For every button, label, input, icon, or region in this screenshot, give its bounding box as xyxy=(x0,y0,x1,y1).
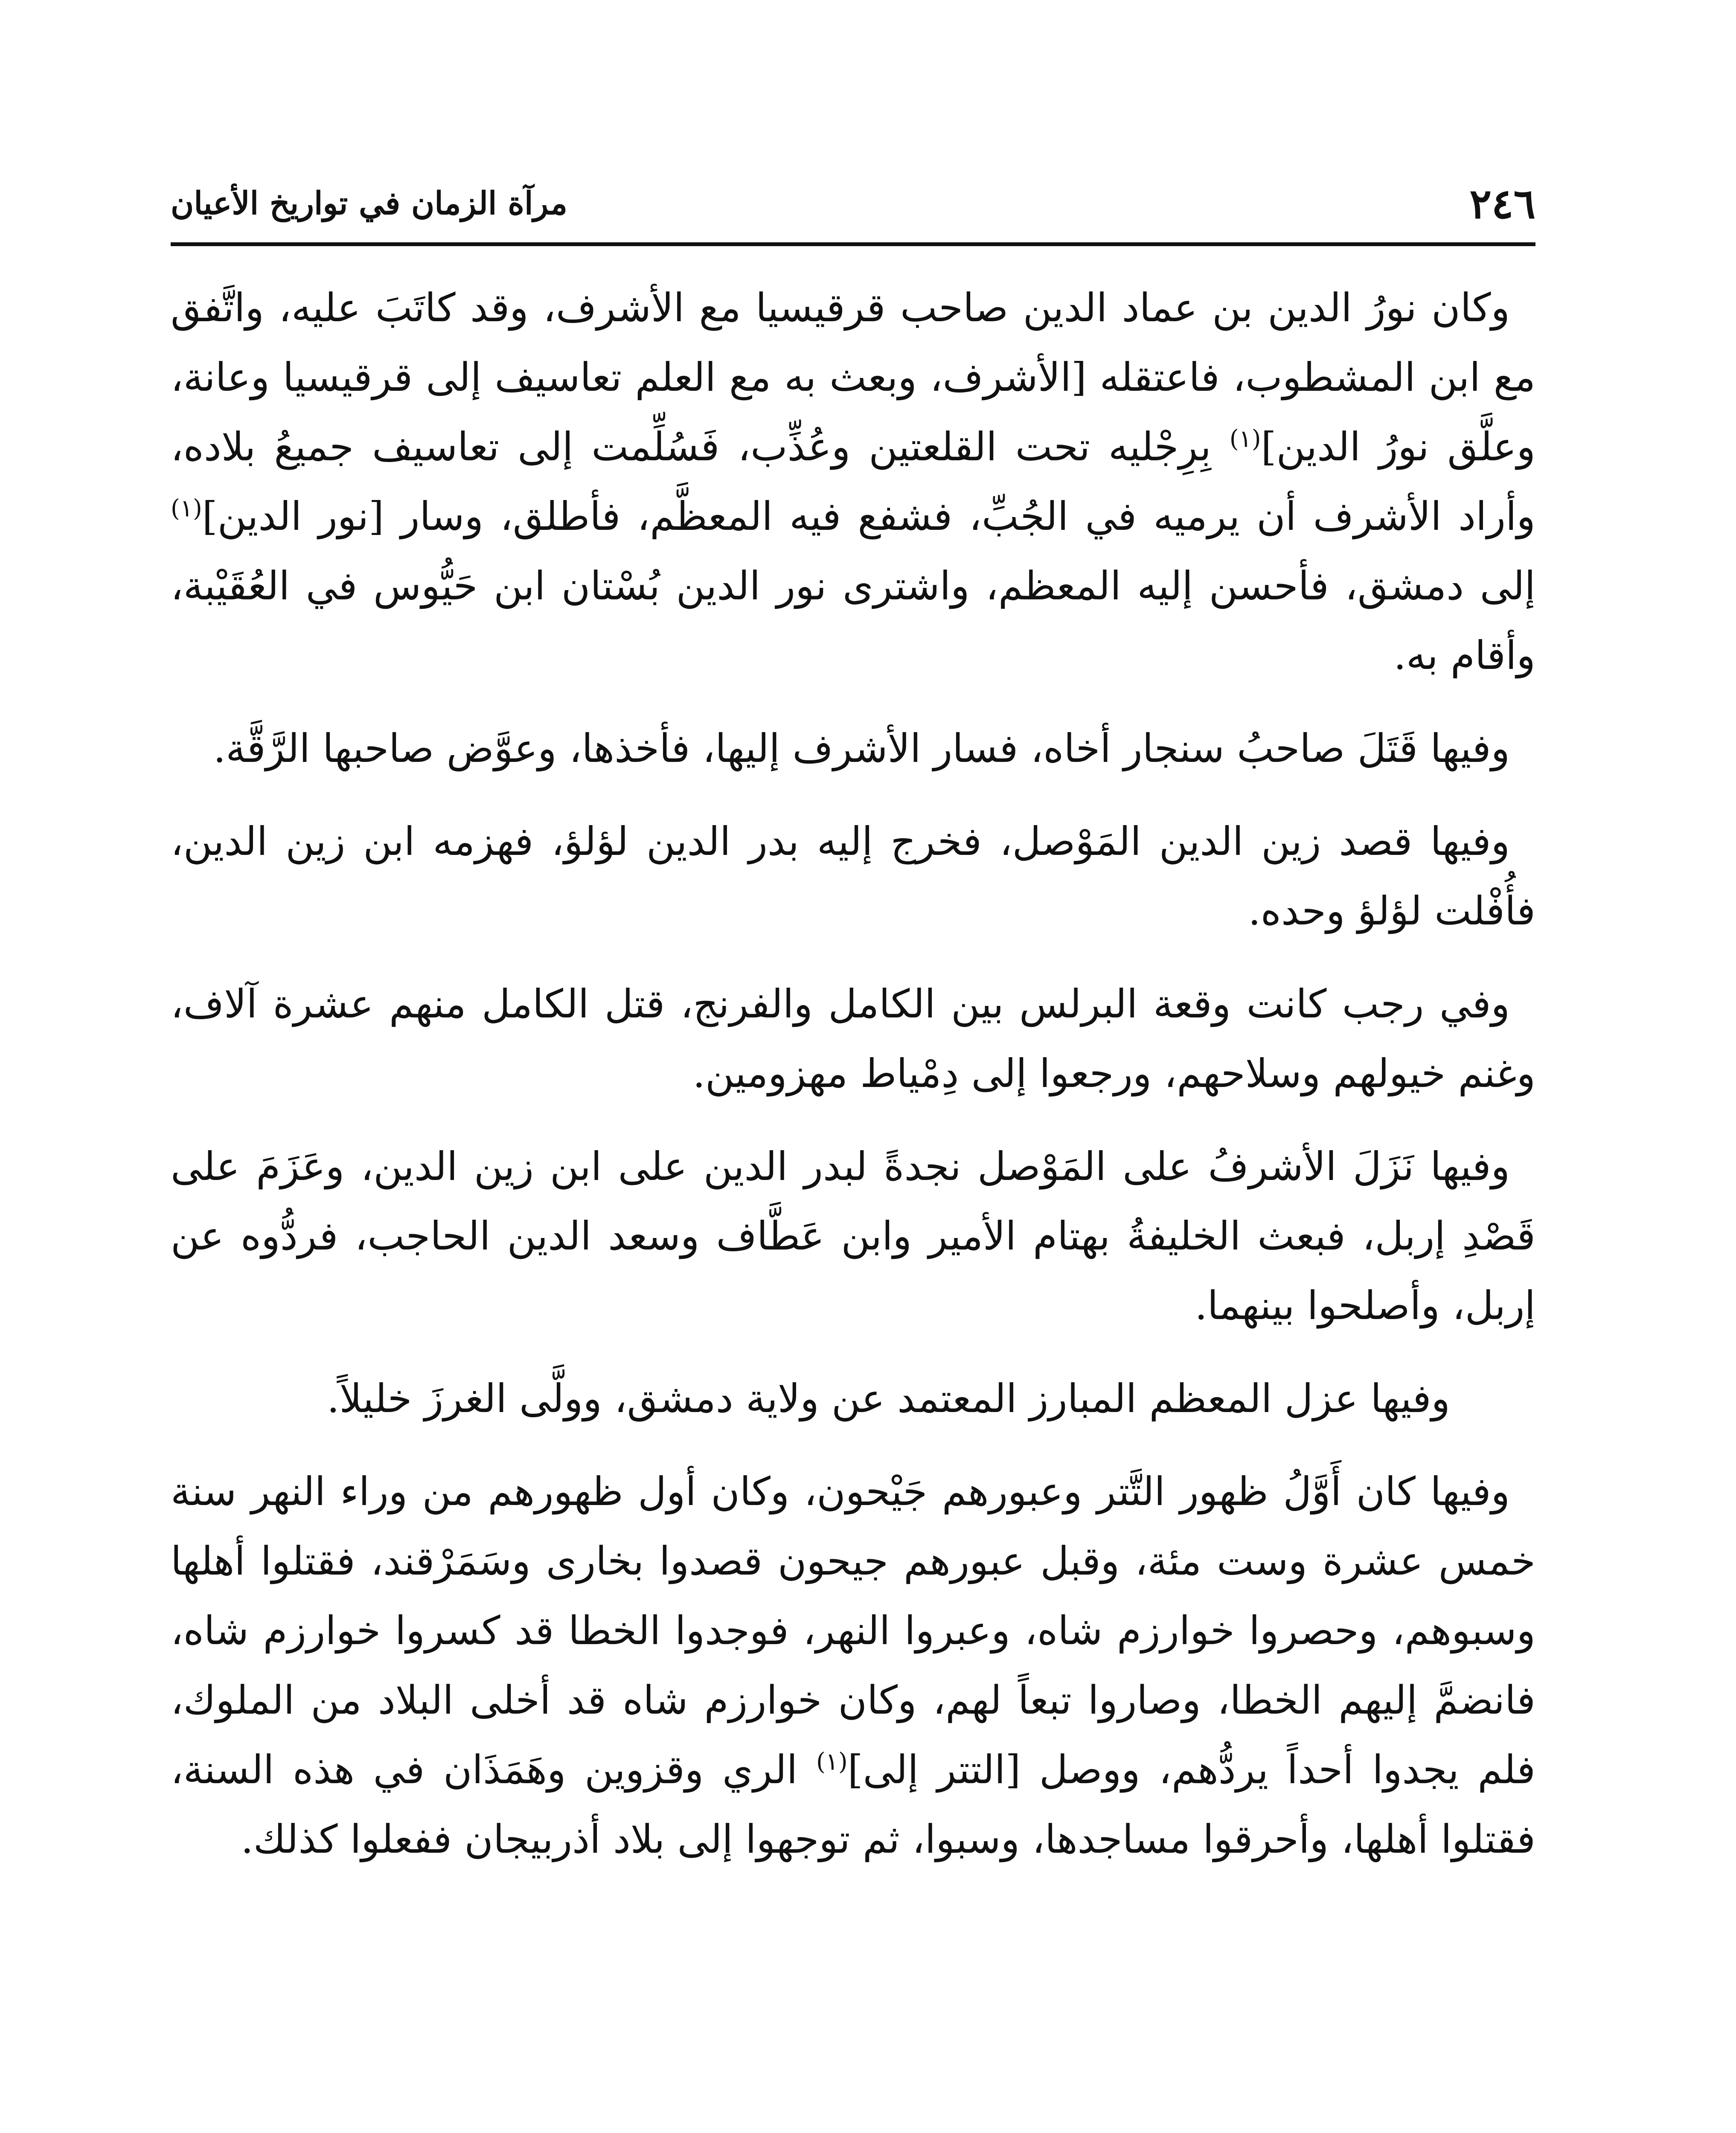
paragraph-1-text-a: وكان نورُ الدين بن عماد الدين صاحب قرقيسيا مع الأشرف، وقد كاتَبَ عليه، واتَّفق مع ابن المشطوب، فاعتقله [الأشرف، وبعث به مع العلم تعاسيف إلى قرقيسيا وعانة، وعلَّق نورُ الدين] xyxy=(171,285,1536,470)
paragraph-7 xyxy=(171,1457,1535,1874)
paragraph-5: وفيها نَزَلَ الأشرفُ على المَوْصل نجدةً لبدر الدين على ابن زين الدين، وعَزَمَ على قَصْدِ إربل، فبعث الخليفةُ بهتام الأمير وابن عَطَّاف وسعد الدين الحاجب، فردُّوه عن إربل، وأصلحوا بينهما. xyxy=(171,1144,1535,1328)
page-number: ٢٤٦ xyxy=(1469,180,1535,228)
paragraph-4: وفي رجب كانت وقعة البرلس بين الكامل والفرنج، قتل الكامل منهم عشرة آلاف، وغنم خيولهم وسلاحهم، ورجعوا إلى دِمْياط مهزومين. xyxy=(171,981,1535,1096)
footnote-ref: (١) xyxy=(171,494,202,523)
paragraph-1-text-b: بِرِجْليه تحت القلعتين وعُذِّب، فَسُلِّمت إلى تعاسيف جميعُ بلاده، وأراد الأشرف أن يرميه في الجُبِّ، فشفع فيه المعظَّم، فأطلق، وسار [نور الدين] xyxy=(171,424,1535,539)
page-header xyxy=(171,175,1535,239)
body-text xyxy=(171,273,1535,1898)
paragraph-6: وفيها عزل المعظم المبارز المعتمد عن ولاية دمشق، وولَّى الغرزَ خليلاً. xyxy=(327,1376,1450,1421)
paragraph-1-text-c: إلى دمشق، فأحسن إليه المعظم، واشترى نور الدين بُسْتان ابن حَيُّوس في العُقَيْبة، وأقام به. xyxy=(171,563,1535,678)
paragraph-3: وفيها قصد زين الدين المَوْصل، فخرج إليه بدر الدين لؤلؤ، فهزمه ابن زين الدين، فأُفْلت لؤلؤ وحده. xyxy=(171,819,1535,934)
paragraph-7-text-a: وفيها كان أَوَّلُ ظهور التَّتر وعبورهم جَيْحون، وكان أول ظهورهم من وراء النهر سنة خمس عشرة وست مئة، وقبل عبورهم جيحون قصدوا بخارى وسَمَرْقند، فقتلوا أهلها وسبوهم، وحصروا خوارزم شاه، وعبروا النهر، فوجدوا الخطا قد كسروا خوارزم شاه، فانضمَّ إليهم الخطا، وصاروا تبعاً لهم، وكان خوارزم شاه قد أخلى البلاد من الملوك، فلم يجدوا أحداً يردُّهم، ووصل [التتر إلى] xyxy=(171,1469,1535,1793)
header-rule xyxy=(171,242,1535,246)
paragraph-1 xyxy=(171,273,1535,690)
running-title: مرآة الزمان في تواريخ الأعيان xyxy=(171,185,567,222)
paragraph-2: وفيها قَتَلَ صاحبُ سنجار أخاه، فسار الأشرف إليها، فأخذها، وعوَّض صاحبها الرَّقَّة. xyxy=(213,726,1510,771)
paragraph-7-text-b: الري وقزوين وهَمَذَان في هذه السنة، فقتلوا أهلها، وأحرقوا مساجدها، وسبوا، ثم توجهوا إلى بلاد أذربيجان ففعلوا كذلك. xyxy=(171,1747,1535,1862)
footnote-ref: (١) xyxy=(1229,425,1261,453)
footnote-ref: (١) xyxy=(816,1748,848,1776)
